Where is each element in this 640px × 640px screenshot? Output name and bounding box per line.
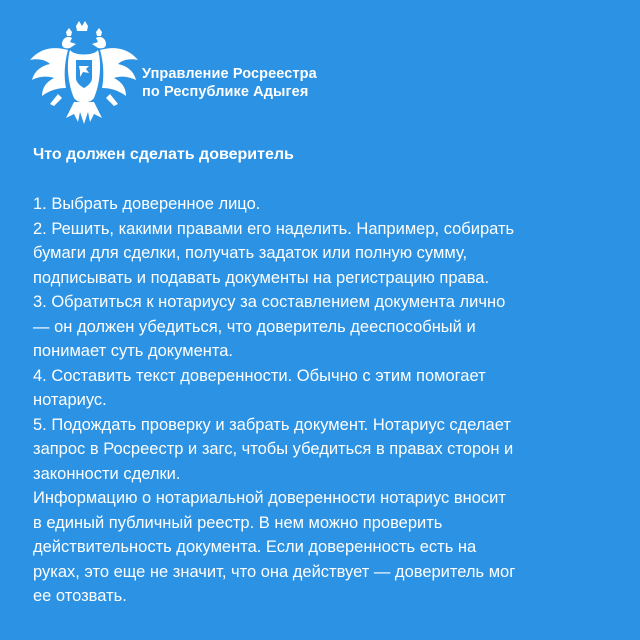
- text-line: 3. Обратиться к нотариусу за составлением документа лично: [33, 293, 506, 311]
- organization-name-line-2: по Республике Адыгея: [142, 84, 309, 100]
- text-line: — он должен убедиться, что доверитель дееспособный и: [33, 317, 476, 336]
- organization-name: [142, 65, 317, 101]
- text-line: 5. Подождать проверку и забрать документ. Нотариус сделает: [33, 415, 511, 434]
- text-line: законности сделки.: [33, 464, 181, 483]
- text-line: понимает суть документа.: [33, 342, 234, 360]
- double-headed-eagle-emblem-icon: [28, 20, 140, 126]
- main-content: [33, 145, 613, 609]
- text-line: в единый публичный реестр. В нем можно проверить: [33, 513, 443, 532]
- text-line: Информацию о нотариальной доверенности нотариус вносит: [33, 489, 506, 507]
- body-text: [33, 192, 613, 609]
- text-line: руках, это еще не значит, что она действует — доверитель мог: [33, 562, 516, 581]
- text-line: действительность документа. Если доверенность есть на: [33, 538, 477, 556]
- text-line: 4. Составить текст доверенности. Обычно с этим помогает: [33, 366, 486, 385]
- section-title: Что должен сделать доверитель: [33, 146, 294, 163]
- text-line: 1. Выбрать доверенное лицо.: [33, 195, 261, 213]
- text-line: 2. Решить, какими правами его наделить. Например, собирать: [33, 219, 515, 238]
- header: [28, 20, 618, 128]
- text-line: нотариус.: [33, 391, 107, 409]
- text-line: бумаги для сделки, получать задаток или полную сумму,: [33, 244, 468, 262]
- text-line: запрос в Росреестр и загс, чтобы убедиться в правах сторон и: [33, 440, 514, 458]
- text-line: ее отозвать.: [33, 587, 127, 605]
- text-line: подписывать и подавать документы на регистрацию права.: [33, 268, 490, 287]
- organization-name-line-1: Управление Росреестра: [142, 66, 317, 82]
